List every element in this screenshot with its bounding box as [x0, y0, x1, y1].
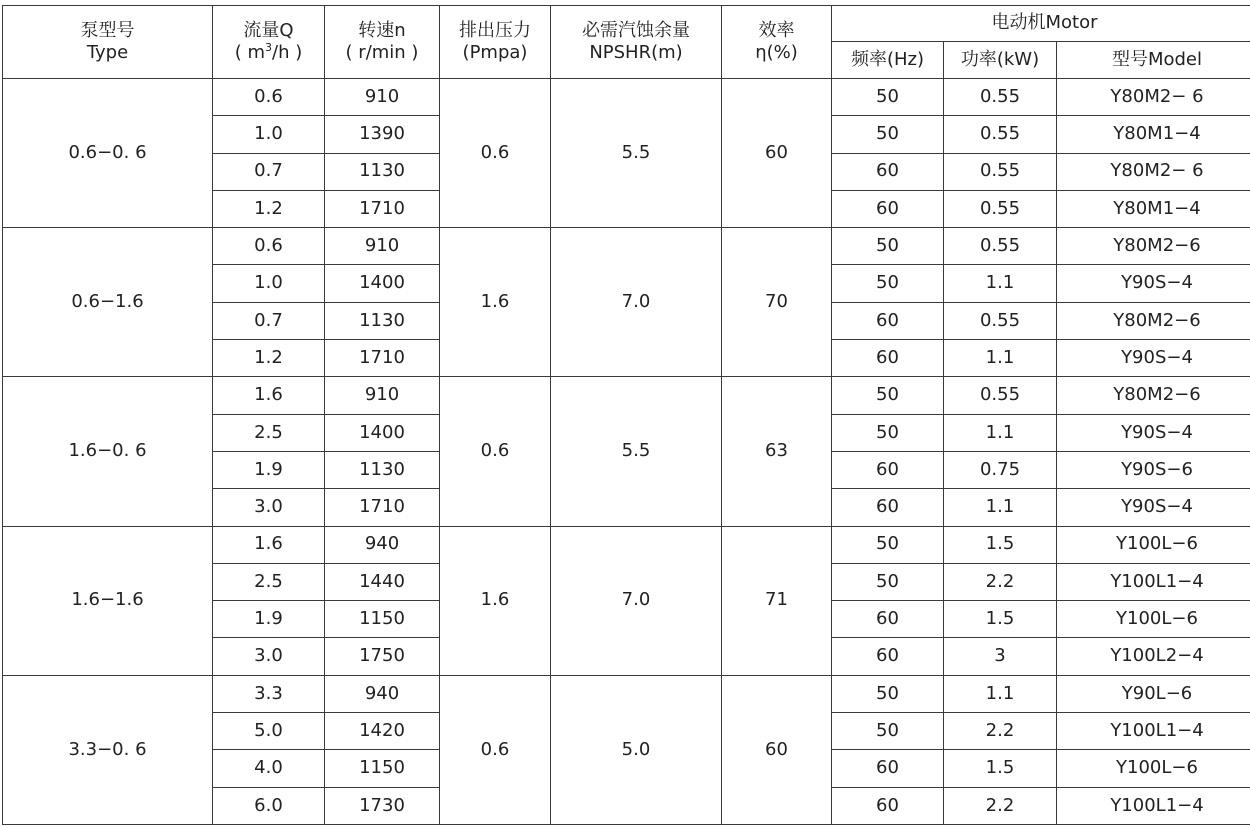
cell-model: Y80M1−4: [1057, 190, 1250, 227]
cell-flow: 0.6: [213, 228, 325, 265]
cell-frequency: 60: [832, 601, 944, 638]
cell-pressure: 1.6: [440, 228, 551, 377]
cell-model: Y90S−4: [1057, 414, 1250, 451]
cell-flow: 0.6: [213, 79, 325, 116]
cell-model: Y100L1−4: [1057, 563, 1250, 600]
cell-model: Y90S−4: [1057, 265, 1250, 302]
cell-speed: 910: [325, 377, 440, 414]
header-type: [3, 6, 213, 79]
header-type-cn: 泵型号: [80, 19, 135, 41]
cell-power: 0.55: [944, 377, 1057, 414]
header-npshr-cn: 必需汽蚀余量: [582, 19, 690, 41]
cell-flow: 2.5: [213, 563, 325, 600]
cell-model: Y100L−6: [1057, 526, 1250, 563]
cell-frequency: 50: [832, 563, 944, 600]
cell-speed: 910: [325, 79, 440, 116]
cell-npshr: 7.0: [551, 228, 722, 377]
cell-speed: 1150: [325, 601, 440, 638]
cell-efficiency: 63: [722, 377, 832, 526]
cell-npshr: 7.0: [551, 526, 722, 675]
cell-speed: 1400: [325, 414, 440, 451]
cell-frequency: 50: [832, 265, 944, 302]
header-speed-cn: 转速n: [358, 19, 406, 41]
cell-flow: 1.6: [213, 377, 325, 414]
cell-power: 1.1: [944, 414, 1057, 451]
cell-power: 0.55: [944, 190, 1057, 227]
cell-frequency: 50: [832, 526, 944, 563]
cell-speed: 1710: [325, 489, 440, 526]
cell-power: 0.55: [944, 79, 1057, 116]
header-flow: [213, 6, 325, 79]
cell-flow: 3.3: [213, 675, 325, 712]
cell-npshr: 5.5: [551, 79, 722, 228]
cell-pressure: 1.6: [440, 526, 551, 675]
cell-flow: 3.0: [213, 489, 325, 526]
cell-frequency: 50: [832, 79, 944, 116]
table-row: [3, 228, 1250, 265]
cell-model: Y100L−6: [1057, 750, 1250, 787]
cell-power: 2.2: [944, 563, 1057, 600]
cell-frequency: 60: [832, 340, 944, 377]
cell-power: 0.55: [944, 228, 1057, 265]
cell-power: 0.55: [944, 116, 1057, 153]
table-row: [3, 526, 1250, 563]
cell-frequency: 60: [832, 750, 944, 787]
header-efficiency-unit: η(%): [755, 42, 798, 63]
cell-efficiency: 70: [722, 228, 832, 377]
cell-flow: 1.9: [213, 601, 325, 638]
cell-power: 1.1: [944, 675, 1057, 712]
cell-power: 1.5: [944, 601, 1057, 638]
cell-frequency: 50: [832, 377, 944, 414]
cell-speed: 1130: [325, 451, 440, 488]
cell-frequency: 50: [832, 713, 944, 750]
cell-npshr: 5.5: [551, 377, 722, 526]
header-type-en: Type: [86, 42, 129, 63]
header-speed: [325, 6, 440, 79]
table-body: [3, 79, 1250, 825]
cell-frequency: 50: [832, 116, 944, 153]
table-row: [3, 675, 1250, 712]
cell-flow: 2.5: [213, 414, 325, 451]
cell-speed: 910: [325, 228, 440, 265]
cell-model: Y100L2−4: [1057, 638, 1250, 675]
cell-model: Y80M2−6: [1057, 377, 1250, 414]
cell-frequency: 60: [832, 638, 944, 675]
header-efficiency: [722, 6, 832, 79]
cell-type: 3.3−0. 6: [3, 675, 213, 824]
cell-model: Y90S−4: [1057, 489, 1250, 526]
header-flow-unit: ( $m^3/h$ ): [234, 41, 303, 63]
cell-power: 0.75: [944, 451, 1057, 488]
cell-power: 0.55: [944, 153, 1057, 190]
cell-pressure: 0.6: [440, 79, 551, 228]
cell-type: 0.6−1.6: [3, 228, 213, 377]
cell-power: 3: [944, 638, 1057, 675]
header-flow-cn: 流量Q: [243, 19, 294, 41]
cell-speed: 1440: [325, 563, 440, 600]
cell-flow: 5.0: [213, 713, 325, 750]
cell-flow: 0.7: [213, 153, 325, 190]
cell-power: 0.55: [944, 302, 1057, 339]
cell-frequency: 50: [832, 228, 944, 265]
cell-power: 1.5: [944, 750, 1057, 787]
cell-pressure: 0.6: [440, 377, 551, 526]
header-pressure-cn: 排出压力: [459, 19, 531, 41]
cell-flow: 1.2: [213, 340, 325, 377]
cell-speed: 940: [325, 675, 440, 712]
cell-model: Y90S−6: [1057, 451, 1250, 488]
cell-flow: 6.0: [213, 787, 325, 824]
cell-flow: 1.0: [213, 116, 325, 153]
cell-frequency: 50: [832, 675, 944, 712]
cell-speed: 1710: [325, 340, 440, 377]
table-row: [3, 79, 1250, 116]
cell-frequency: 60: [832, 489, 944, 526]
cell-power: 2.2: [944, 787, 1057, 824]
cell-flow: 1.0: [213, 265, 325, 302]
cell-efficiency: 60: [722, 79, 832, 228]
cell-model: Y90S−4: [1057, 340, 1250, 377]
cell-power: 1.1: [944, 265, 1057, 302]
header-npshr-unit: NPSHR(m): [589, 42, 683, 63]
cell-power: 2.2: [944, 713, 1057, 750]
cell-model: Y100L−6: [1057, 601, 1250, 638]
cell-frequency: 60: [832, 153, 944, 190]
header-speed-unit: ( r/min ): [345, 42, 419, 63]
cell-flow: 1.2: [213, 190, 325, 227]
cell-speed: 1420: [325, 713, 440, 750]
cell-type: 1.6−0. 6: [3, 377, 213, 526]
cell-model: Y90L−6: [1057, 675, 1250, 712]
cell-model: Y80M2−6: [1057, 228, 1250, 265]
cell-flow: 4.0: [213, 750, 325, 787]
cell-flow: 1.9: [213, 451, 325, 488]
cell-speed: 1130: [325, 302, 440, 339]
cell-speed: 940: [325, 526, 440, 563]
cell-frequency: 60: [832, 302, 944, 339]
header-motor: 电动机Motor: [832, 6, 1250, 42]
cell-frequency: 50: [832, 414, 944, 451]
cell-power: 1.1: [944, 340, 1057, 377]
cell-speed: 1710: [325, 190, 440, 227]
cell-speed: 1400: [325, 265, 440, 302]
cell-model: Y100L1−4: [1057, 787, 1250, 824]
cell-power: 1.1: [944, 489, 1057, 526]
cell-speed: 1150: [325, 750, 440, 787]
header-pressure: [440, 6, 551, 79]
cell-type: 1.6−1.6: [3, 526, 213, 675]
cell-model: Y80M2−6: [1057, 302, 1250, 339]
cell-flow: 0.7: [213, 302, 325, 339]
cell-model: Y100L1−4: [1057, 713, 1250, 750]
cell-model: Y80M2− 6: [1057, 79, 1250, 116]
cell-frequency: 60: [832, 787, 944, 824]
header-pressure-unit: (Pmpa): [462, 42, 528, 63]
cell-efficiency: 60: [722, 675, 832, 824]
cell-type: 0.6−0. 6: [3, 79, 213, 228]
pump-spec-table: [2, 5, 1250, 825]
cell-frequency: 60: [832, 451, 944, 488]
cell-model: Y80M2− 6: [1057, 153, 1250, 190]
cell-efficiency: 71: [722, 526, 832, 675]
table-header: [3, 6, 1250, 79]
header-npshr: [551, 6, 722, 79]
cell-flow: 1.6: [213, 526, 325, 563]
table-row: [3, 377, 1250, 414]
header-efficiency-cn: 效率: [758, 19, 795, 41]
cell-frequency: 60: [832, 190, 944, 227]
header-power: 功率(kW): [944, 42, 1057, 79]
cell-speed: 1730: [325, 787, 440, 824]
cell-npshr: 5.0: [551, 675, 722, 824]
header-model: 型号Model: [1057, 42, 1250, 79]
cell-speed: 1390: [325, 116, 440, 153]
cell-power: 1.5: [944, 526, 1057, 563]
header-frequency: 频率(Hz): [832, 42, 944, 79]
cell-model: Y80M1−4: [1057, 116, 1250, 153]
cell-flow: 3.0: [213, 638, 325, 675]
cell-speed: 1750: [325, 638, 440, 675]
cell-speed: 1130: [325, 153, 440, 190]
cell-pressure: 0.6: [440, 675, 551, 824]
